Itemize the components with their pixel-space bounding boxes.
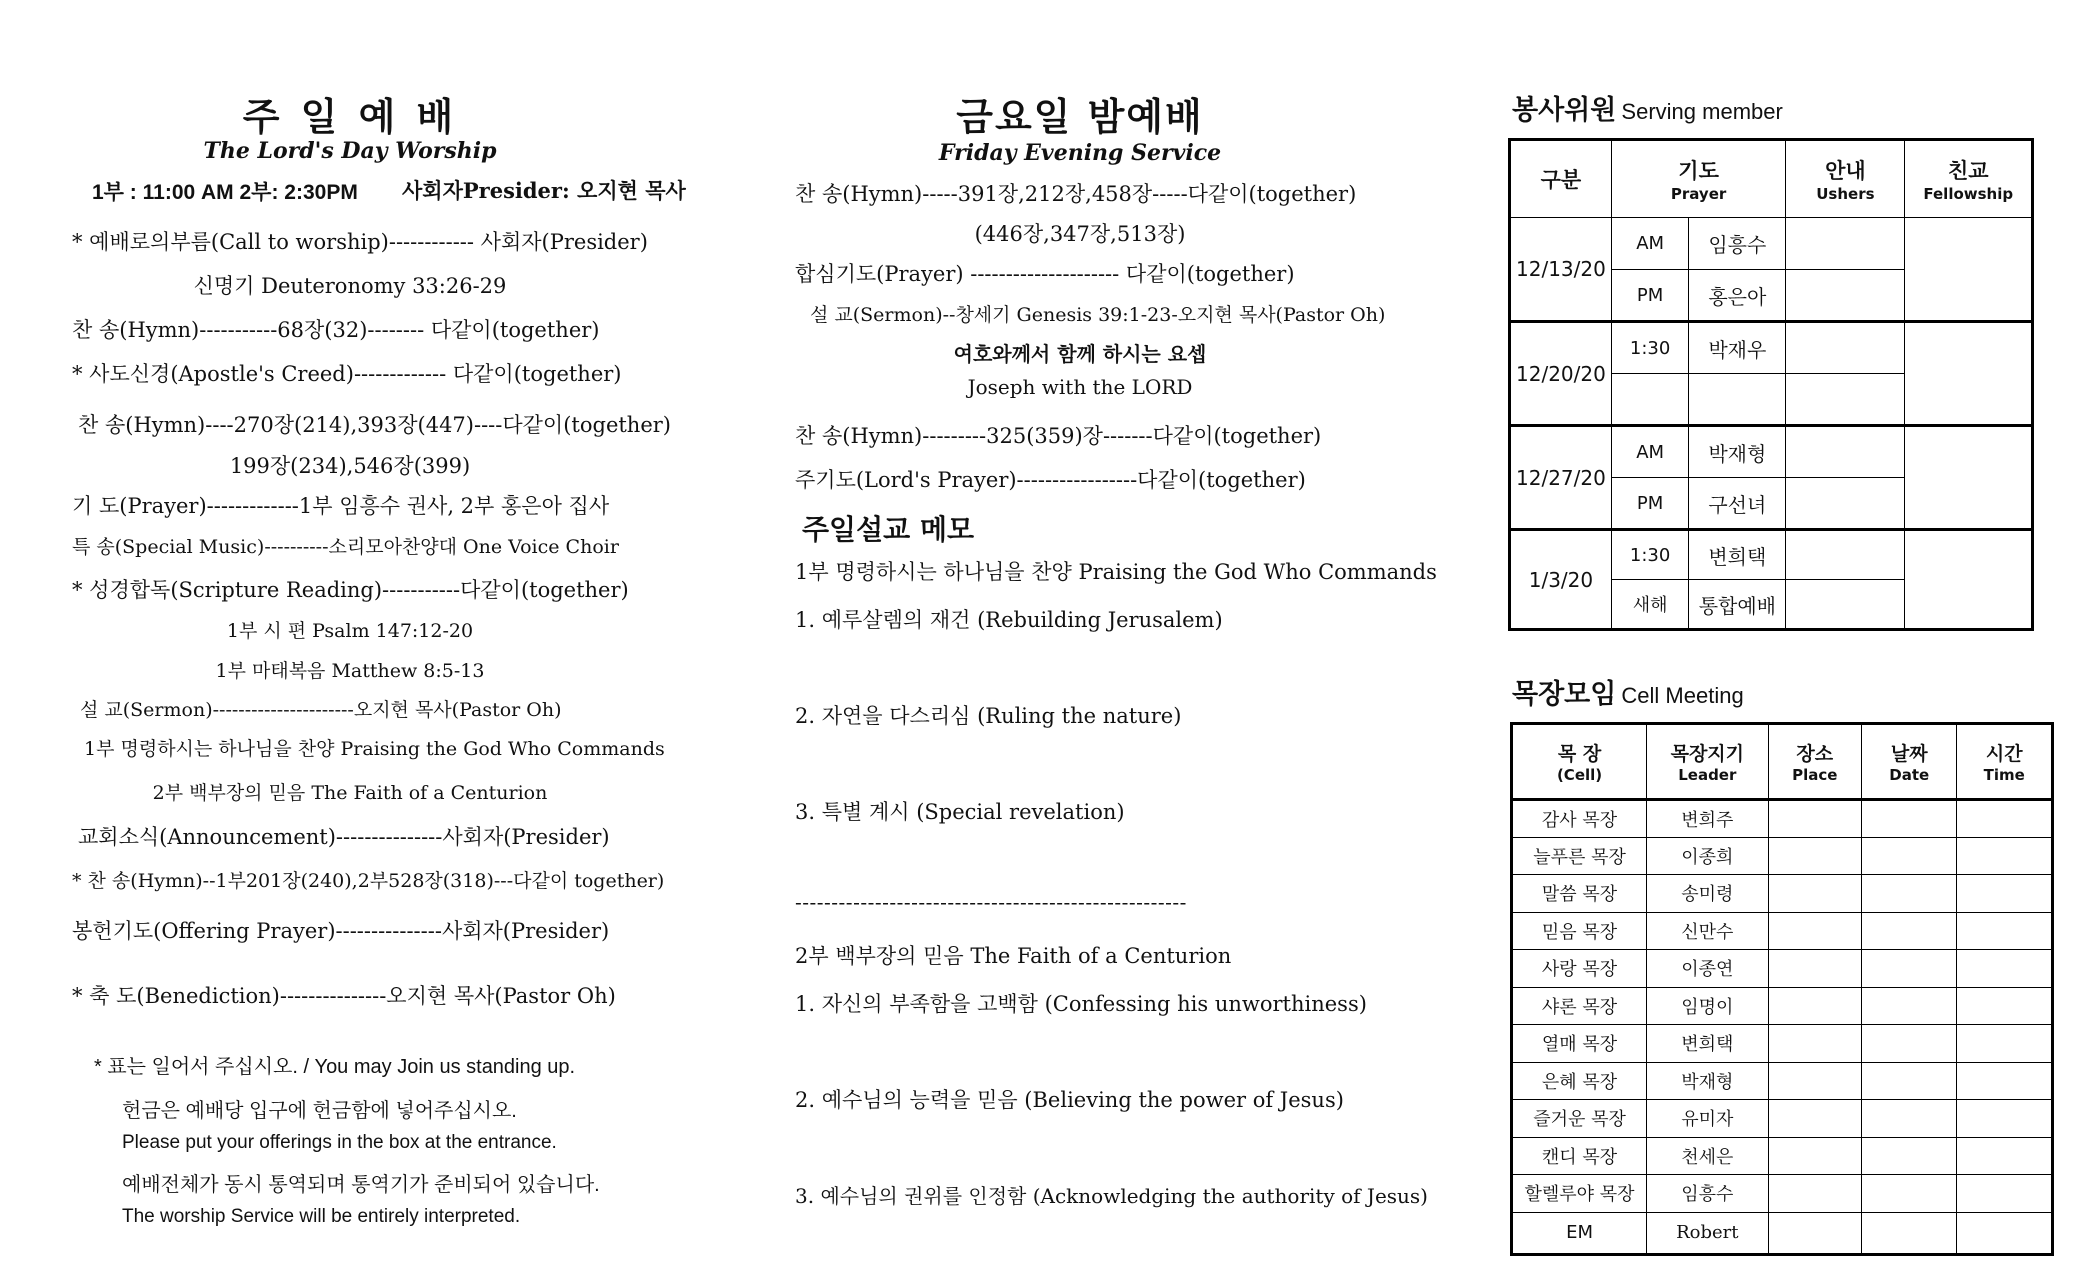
table-row — [1512, 1025, 2053, 1063]
interpretation-note-en: The worship Service will be entirely interpreted. — [122, 1206, 521, 1227]
serving-time: 1:30 — [1611, 322, 1689, 374]
friday-item: (446장,347장,513장) — [974, 222, 1186, 246]
serving-date: 12/27/20 — [1510, 426, 1612, 530]
friday-item: 설 교(Sermon)--창세기 Genesis 39:1-23-오지현 목사(Pastor Oh) — [810, 304, 1386, 326]
cell-place — [1768, 1100, 1862, 1138]
cell-time — [1957, 1175, 2053, 1213]
friday-item: 찬 송(Hymn)-----391장,212장,458장-----다같이(together) — [795, 182, 1357, 206]
serving-time — [1611, 374, 1689, 426]
order-item: 1부 시 편 Psalm 147:12-20 — [226, 620, 474, 642]
serving-prayer: 박재우 — [1689, 322, 1786, 374]
cell-time — [1957, 1212, 2053, 1254]
cell-name: 은혜 목장 — [1512, 1062, 1647, 1100]
memo-point: 1. 자신의 부족함을 고백함 (Confessing his unworthiness) — [795, 992, 1367, 1016]
memo-point: 3. 예수님의 권위를 인정함 (Acknowledging the authority of Jesus) — [795, 1184, 1428, 1208]
serving-prayer: 변희택 — [1689, 530, 1786, 580]
memo-point: 3. 특별 계시 (Special revelation) — [795, 800, 1125, 824]
cell-name: 열매 목장 — [1512, 1025, 1647, 1063]
sunday-title: 주 일 예 배 — [242, 95, 458, 139]
cell-date — [1862, 950, 1957, 988]
interpretation-note-ko: 예배전체가 동시 통역되며 통역기가 준비되어 있습니다. — [122, 1174, 600, 1196]
serving-usher — [1786, 322, 1905, 374]
cell-place — [1768, 837, 1862, 875]
serving-prayer — [1689, 374, 1786, 426]
serving-time: PM — [1611, 478, 1689, 530]
table-row — [1512, 800, 2053, 838]
cell-time — [1957, 1025, 2053, 1063]
order-item: 봉헌기도(Offering Prayer)---------------사회자(Presider) — [72, 919, 610, 943]
order-item: 기 도(Prayer)-------------1부 임흥수 권사, 2부 홍은아 집사 — [72, 494, 610, 518]
table-row — [1512, 950, 2053, 988]
serving-usher — [1786, 218, 1905, 270]
cell-date — [1862, 1100, 1957, 1138]
cell-place — [1768, 1062, 1862, 1100]
table-row — [1512, 987, 2053, 1025]
serving-usher — [1786, 530, 1905, 580]
table-row — [1512, 1100, 2053, 1138]
serving-time: 새해 — [1611, 580, 1689, 630]
cell-name: 캔디 목장 — [1512, 1137, 1647, 1175]
cell-time — [1957, 1062, 2053, 1100]
order-item: 특 송(Special Music)----------소리모아찬양대 One Voice Choir — [72, 536, 619, 558]
friday-item: 여호와께서 함께 하시는 요셉 — [953, 342, 1207, 366]
cell-leader: Robert — [1647, 1212, 1768, 1254]
serving-prayer: 구선녀 — [1689, 478, 1786, 530]
table-row — [1512, 912, 2053, 950]
serving-usher — [1786, 374, 1905, 426]
serving-date: 12/20/20 — [1510, 322, 1612, 426]
cell-date — [1862, 1062, 1957, 1100]
sunday-presider: 사회자Presider: 오지현 목사 — [402, 178, 686, 203]
cell-time — [1957, 875, 2053, 913]
cell-leader: 임명이 — [1647, 987, 1768, 1025]
table-row — [1512, 1175, 2053, 1213]
header-leader: 목장지기 Leader — [1647, 724, 1768, 800]
cell-date — [1862, 987, 1957, 1025]
cell-leader: 박재형 — [1647, 1062, 1768, 1100]
order-item: 찬 송(Hymn)----270장(214),393장(447)----다같이(together) — [78, 413, 671, 437]
friday-item: 주기도(Lord's Prayer)-----------------다같이(together) — [795, 468, 1306, 492]
sunday-schedule: 1부 : 11:00 AM 2부: 2:30PM — [92, 181, 358, 204]
cell-leader: 변희택 — [1647, 1025, 1768, 1063]
cell-leader: 임흥수 — [1647, 1175, 1768, 1213]
serving-date: 1/3/20 — [1510, 530, 1612, 630]
table-row — [1512, 837, 2053, 875]
header-fellowship: 친교 Fellowship — [1905, 140, 2033, 218]
cell-time — [1957, 987, 2053, 1025]
cell-time — [1957, 1137, 2053, 1175]
memo-part2-title: 2부 백부장의 믿음 The Faith of a Centurion — [795, 944, 1232, 968]
cell-date — [1862, 837, 1957, 875]
memo-point: 2. 자연을 다스리심 (Ruling the nature) — [795, 704, 1182, 728]
cell-leader: 신만수 — [1647, 912, 1768, 950]
cell-name: 믿음 목장 — [1512, 912, 1647, 950]
cell-leader: 변희주 — [1647, 800, 1768, 838]
cell-name: 늘푸른 목장 — [1512, 837, 1647, 875]
cell-place — [1768, 950, 1862, 988]
serving-usher — [1786, 478, 1905, 530]
cell-date — [1862, 1175, 1957, 1213]
cell-date — [1862, 1137, 1957, 1175]
serving-time: AM — [1611, 218, 1689, 270]
serving-fellowship — [1905, 218, 2033, 322]
friday-title: 금요일 밤예배 — [956, 95, 1204, 139]
serving-table — [1508, 138, 2034, 631]
order-item: 찬 송(Hymn)-----------68장(32)-------- 다같이(together) — [72, 318, 600, 342]
cell-name: 할렐루야 목장 — [1512, 1175, 1647, 1213]
table-row — [1512, 1137, 2053, 1175]
sunday-subtitle: The Lord's Day Worship — [203, 138, 497, 164]
cell-place — [1768, 1137, 1862, 1175]
serving-title-en: Serving member — [1621, 99, 1783, 124]
cell-time — [1957, 1100, 2053, 1138]
cell-date — [1862, 1212, 1957, 1254]
cell-date — [1862, 800, 1957, 838]
table-row — [1512, 1062, 2053, 1100]
cell-place — [1768, 1025, 1862, 1063]
order-item: 1부 명령하시는 하나님을 찬양 Praising the God Who Commands — [84, 738, 665, 760]
cell-name: 즐거운 목장 — [1512, 1100, 1647, 1138]
serving-prayer: 박재형 — [1689, 426, 1786, 478]
serving-date: 12/13/20 — [1510, 218, 1612, 322]
order-item: 2부 백부장의 믿음 The Faith of a Centurion — [152, 782, 548, 804]
memo-point: 1. 예루살렘의 재건 (Rebuilding Jerusalem) — [795, 608, 1223, 632]
cell-place — [1768, 912, 1862, 950]
cell-date — [1862, 1025, 1957, 1063]
cell-title-ko: 목장모임 — [1512, 679, 1617, 710]
serving-title — [1512, 88, 1783, 127]
serving-time: PM — [1611, 270, 1689, 322]
serving-prayer: 홍은아 — [1689, 270, 1786, 322]
cell-table — [1510, 722, 2054, 1256]
cell-leader: 이종연 — [1647, 950, 1768, 988]
header-cell: 목 장 (Cell) — [1512, 724, 1647, 800]
standing-note: * 표는 일어서 주십시오. / You may Join us standing up. — [94, 1056, 576, 1078]
cell-date — [1862, 875, 1957, 913]
cell-date — [1862, 912, 1957, 950]
cell-place — [1768, 987, 1862, 1025]
serving-prayer: 통합예배 — [1689, 580, 1786, 630]
cell-name: 사랑 목장 — [1512, 950, 1647, 988]
table-row — [1512, 1212, 2053, 1254]
cell-leader: 천세은 — [1647, 1137, 1768, 1175]
cell-time — [1957, 800, 2053, 838]
cell-leader: 유미자 — [1647, 1100, 1768, 1138]
header-category: 구분 — [1510, 140, 1612, 218]
cell-time — [1957, 950, 2053, 988]
order-item: 설 교(Sermon)----------------------오지현 목사(Pastor Oh) — [80, 699, 562, 721]
cell-time — [1957, 837, 2053, 875]
header-ushers: 안내 Ushers — [1786, 140, 1905, 218]
cell-name: 샤론 목장 — [1512, 987, 1647, 1025]
order-item: * 찬 송(Hymn)--1부201장(240),2부528장(318)---다같이 together) — [72, 870, 665, 892]
friday-item: Joseph with the LORD — [967, 375, 1193, 399]
cell-title-en: Cell Meeting — [1621, 683, 1744, 708]
cell-place — [1768, 1212, 1862, 1254]
friday-item: 찬 송(Hymn)---------325(359)장-------다같이(together) — [795, 424, 1322, 448]
serving-fellowship — [1905, 530, 2033, 630]
memo-title: 주일설교 메모 — [802, 513, 975, 546]
serving-prayer: 임흥수 — [1689, 218, 1786, 270]
order-item: * 예배로의부름(Call to worship)------------ 사회자(Presider) — [72, 230, 648, 254]
cell-leader: 이종희 — [1647, 837, 1768, 875]
order-item: * 축 도(Benediction)---------------오지현 목사(Pastor Oh) — [72, 984, 616, 1008]
order-item: 199장(234),546장(399) — [229, 454, 471, 478]
header-time: 시간 Time — [1957, 724, 2053, 800]
table-row — [1512, 875, 2053, 913]
cell-name: EM — [1512, 1212, 1647, 1254]
order-item: * 성경합독(Scripture Reading)-----------다같이(together) — [72, 578, 629, 602]
serving-usher — [1786, 270, 1905, 322]
header-place: 장소 Place — [1768, 724, 1862, 800]
offering-note-ko: 헌금은 예배당 입구에 헌금함에 넣어주십시오. — [122, 1100, 517, 1122]
cell-place — [1768, 875, 1862, 913]
friday-item: 합심기도(Prayer) --------------------- 다같이(together) — [795, 262, 1295, 286]
cell-leader: 송미령 — [1647, 875, 1768, 913]
cell-name: 말씀 목장 — [1512, 875, 1647, 913]
header-date: 날짜 Date — [1862, 724, 1957, 800]
friday-subtitle: Friday Evening Service — [938, 140, 1222, 166]
memo-divider: ------------------------------------------------------ — [795, 890, 1187, 914]
cell-time — [1957, 912, 2053, 950]
cell-place — [1768, 1175, 1862, 1213]
offering-note-en: Please put your offerings in the box at the entrance. — [122, 1132, 557, 1153]
header-prayer: 기도 Prayer — [1611, 140, 1785, 218]
serving-time: AM — [1611, 426, 1689, 478]
cell-place — [1768, 800, 1862, 838]
serving-usher — [1786, 426, 1905, 478]
memo-part1-title: 1부 명령하시는 하나님을 찬양 Praising the God Who Commands — [795, 560, 1437, 584]
order-item: * 사도신경(Apostle's Creed)------------- 다같이(together) — [72, 362, 622, 386]
serving-title-ko: 봉사위원 — [1512, 95, 1617, 126]
serving-usher — [1786, 580, 1905, 630]
serving-fellowship — [1905, 322, 2033, 426]
order-item: 신명기 Deuteronomy 33:26-29 — [193, 274, 507, 298]
order-item: 교회소식(Announcement)---------------사회자(Presider) — [78, 825, 610, 849]
serving-fellowship — [1905, 426, 2033, 530]
memo-point: 2. 예수님의 능력을 믿음 (Believing the power of Jesus) — [795, 1088, 1344, 1112]
order-item: 1부 마태복음 Matthew 8:5-13 — [215, 660, 485, 682]
cell-title — [1512, 672, 1744, 711]
serving-time: 1:30 — [1611, 530, 1689, 580]
cell-name: 감사 목장 — [1512, 800, 1647, 838]
